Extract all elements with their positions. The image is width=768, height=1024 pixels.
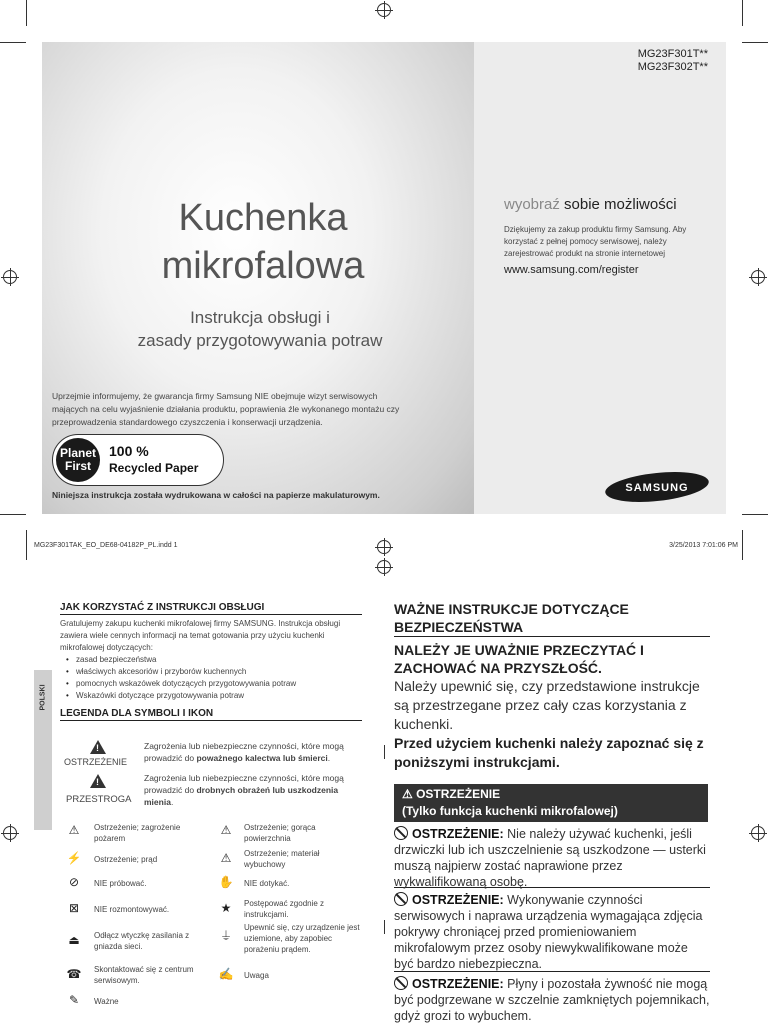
registration-note: Dziękujemy za zakup produktu firmy Samsung. Aby korzystać z pełnej pomocy serwisowej, należy zarejestrować produkt na stronie internetowej (504, 225, 687, 258)
warning-label: OSTRZEŻENIE (64, 757, 128, 767)
svg-text:SAMSUNG: SAMSUNG (625, 482, 689, 494)
legend-heading: LEGENDA DLA SYMBOLI I IKON (60, 708, 362, 721)
warning-item-text: Wykonywanie czynności serwisowych i naprawa urządzenia wymagająca zdjęcia pokrywy chroniącej przed promieniowaniem mikrofalowym przez osoby niewykwalifikowane może być bardzo niebezpieczna. (394, 893, 703, 971)
ground-icon: ⏚ (219, 929, 232, 943)
recycled-percent: 100 % (109, 443, 149, 459)
icon-label: NIE rozmontowywać. (94, 905, 170, 914)
subtitle-line: Instrukcja obsługi i (190, 308, 330, 327)
model-number: MG23F301T** (637, 48, 708, 60)
icon-label: Ostrzeżenie; prąd (94, 855, 158, 864)
caution-text-bold: drobnych obrażeń lub uszkodzenia mienia (144, 785, 339, 807)
crop-mark (26, 0, 27, 26)
read-keep-line-1: NALEŻY JE UWAŻNIE PRZECZYTAĆ I (394, 642, 644, 658)
list-item: • pomocnych wskazówek dotyczących przygotowywania potraw (76, 678, 362, 690)
icon-label: Ostrzeżenie; zagrożenie pożarem (94, 823, 181, 843)
note-icon: ✍ (218, 967, 234, 981)
hot-surface-icon: ⚠ (220, 823, 232, 837)
cover-title (150, 194, 376, 290)
cover-subtitle (100, 306, 420, 352)
registration-mark-left (3, 270, 17, 284)
slogan (504, 196, 677, 213)
warning-item (394, 976, 710, 1024)
caution-text: Zagrożenia lub niebezpieczne czynności, które mogą prowadzić do (144, 773, 344, 795)
warning-item-label: OSTRZEŻENIE: (412, 893, 504, 907)
list-item: • zasad bezpieczeństwa (76, 654, 362, 666)
warning-item (394, 826, 710, 888)
warning-item-text: Nie należy używać kuchenki, jeśli drzwiczki lub ich uszczelnienie są uszkodzone — usterki muszą najpierw zostać naprawione przez wykwalifikowaną osobę. (394, 827, 706, 889)
icon-label: Skontaktować się z centrum serwisowym. (94, 965, 194, 985)
registration-mark-mid (377, 540, 391, 554)
explosive-warning-icon: ⚠ (220, 851, 232, 865)
follow-instructions-icon: ★ (220, 901, 232, 915)
unplug-icon: ⏏ (68, 933, 80, 947)
safety-heading-line-2: BEZPIECZEŃSTWA (394, 618, 710, 637)
register-url[interactable]: www.samsung.com/register (504, 264, 639, 276)
safety-heading-line-1: WAŻNE INSTRUKCJE DOTYCZĄCE (394, 601, 629, 617)
warning-banner-subtitle: (Tylko funkcja kuchenki mikrofalowej) (402, 804, 618, 818)
caution-description: Zagrożenia lub niebezpieczne czynności, które mogą prowadzić do drobnych obrażeń lub uszkodzenia mienia. (144, 773, 344, 807)
how-to-heading: JAK KORZYSTAĆ Z INSTRUKCJI OBSŁUGI (60, 602, 362, 615)
warning-text: Zagrożenia lub niebezpieczne czynności, które mogą prowadzić do (144, 741, 344, 763)
warning-description: Zagrożenia lub niebezpieczne czynności, które mogą prowadzić do poważnego kalectwa lub śmierci. (144, 741, 344, 763)
planet-logo-text: Planet (59, 446, 96, 460)
fire-warning-icon: ⚠ (68, 823, 80, 837)
language-tab (34, 670, 52, 830)
warning-banner-title: ⚠ OSTRZEŻENIE (402, 787, 501, 801)
model-numbers (638, 48, 708, 74)
crop-mark (742, 514, 768, 515)
how-to-body: Gratulujemy zakupu kuchenki mikrofalowej firmy SAMSUNG. Instrukcja obsługi zawiera wiele cennych informacji na temat gotowania przy użyciu kuchenki mikrofalowej dotyczących: (60, 619, 341, 652)
model-number: MG23F302T** (637, 61, 708, 73)
right-column (394, 600, 710, 772)
icon-label: NIE próbować. (94, 879, 147, 888)
warning-item-label: OSTRZEŻENIE: (412, 827, 504, 841)
before-use-note: Przed użyciem kuchenki należy zapoznać się z poniższymi instrukcjami. (394, 735, 704, 770)
subtitle-line: zasady przygotowywania potraw (137, 331, 383, 350)
registration-mark-right-2 (751, 826, 765, 840)
do-not-touch-icon: ✋ (218, 875, 234, 889)
do-not-attempt-icon: ⊘ (68, 875, 80, 889)
registration-mark-mid-2 (377, 560, 391, 574)
crop-mark (0, 42, 26, 43)
title-line: mikrofalowa (161, 245, 365, 287)
crop-mark (742, 530, 743, 560)
language-tab-label: POLSKI (39, 684, 47, 711)
caution-label: PRZESTROGA (66, 794, 132, 805)
recycled-label: Recycled Paper (109, 461, 199, 475)
crop-mark (384, 920, 385, 934)
service-center-icon: ☎ (66, 967, 82, 981)
legend-caution-row (62, 772, 362, 812)
print-timestamp: 3/25/2013 7:01:06 PM (669, 542, 738, 549)
registration-mark-right (751, 270, 765, 284)
crop-mark (26, 530, 27, 560)
crop-mark (742, 42, 768, 43)
icon-label: Ostrzeżenie; materiał wybuchowy (244, 849, 320, 869)
icon-label: Ostrzeżenie; gorąca powierzchnia (244, 823, 316, 843)
prohibited-icon (394, 976, 408, 990)
slogan-dark: sobie możliwości (559, 196, 677, 213)
caution-triangle-icon (90, 774, 106, 788)
warning-item (394, 892, 710, 972)
planet-logo-text: First (64, 459, 91, 473)
crop-mark (384, 745, 385, 759)
crop-mark (0, 514, 26, 515)
registration-mark-top (377, 3, 391, 17)
list-item: • Wskazówki dotyczące przygotowywania potraw (76, 690, 362, 702)
electric-warning-icon: ⚡ (66, 851, 82, 865)
cover-page (42, 42, 726, 514)
registration-mark-left-2 (3, 826, 17, 840)
icon-label: Upewnić się, czy urządzenie jest uziemione, aby zapobiec porażeniu prądem. (244, 923, 360, 954)
left-column (60, 602, 362, 721)
icon-label: Ważne (94, 997, 119, 1006)
do-not-disassemble-icon: ⊠ (68, 901, 80, 915)
warning-text-bold: poważnego kalectwa lub śmierci (196, 753, 328, 763)
warning-item-label: OSTRZEŻENIE: (412, 977, 504, 991)
samsung-logo (604, 470, 710, 504)
icon-label: Uwaga (244, 971, 269, 980)
warning-triangle-icon (90, 740, 106, 754)
legend-warning-row (62, 740, 362, 774)
instructions-paragraph: Należy upewnić się, czy przedstawione instrukcje są przestrzegane przez cały czas korzystania z kuchenki. (394, 678, 700, 732)
indd-file-info: MG23F301TAK_EO_DE68-04182P_PL.indd 1 (34, 542, 178, 549)
warranty-note: Uprzejmie informujemy, że gwarancja firmy Samsung NIE obejmuje wizyt serwisowych mających na celu wyjaśnienie działania produktu, poprawienia źle wykonanego montażu czy przeprowadzenia standardowego czyszczenia i konserwacji urządzenia. (52, 391, 400, 427)
icon-label: Odłącz wtyczkę zasilania z gniazda sieci. (94, 931, 190, 951)
planet-first-logo (56, 438, 100, 482)
crop-mark (742, 0, 743, 26)
planet-first-badge (52, 434, 224, 486)
slogan-light: wyobraź (504, 196, 560, 213)
icon-label: Postępować zgodnie z instrukcjami. (244, 899, 325, 919)
warning-banner (394, 784, 708, 822)
prohibited-icon (394, 826, 408, 840)
warning-item-text: Płyny i pozostała żywność nie mogą być podgrzewane w szczelnie zamkniętych pojemnikach, gdyż grozi to wybuchem. (394, 977, 710, 1023)
title-line: Kuchenka (178, 197, 348, 239)
important-icon: ✎ (68, 993, 80, 1007)
prohibited-icon (394, 892, 408, 906)
recycled-note: Niniejsza instrukcja została wydrukowana w całości na papierze makulaturowym. (52, 490, 380, 500)
icon-label: NIE dotykać. (244, 879, 290, 888)
list-item: • właściwych akcesoriów i przyborów kuchennych (76, 666, 362, 678)
read-keep-line-2: ZACHOWAĆ NA PRZYSZŁOŚĆ. (394, 660, 602, 676)
